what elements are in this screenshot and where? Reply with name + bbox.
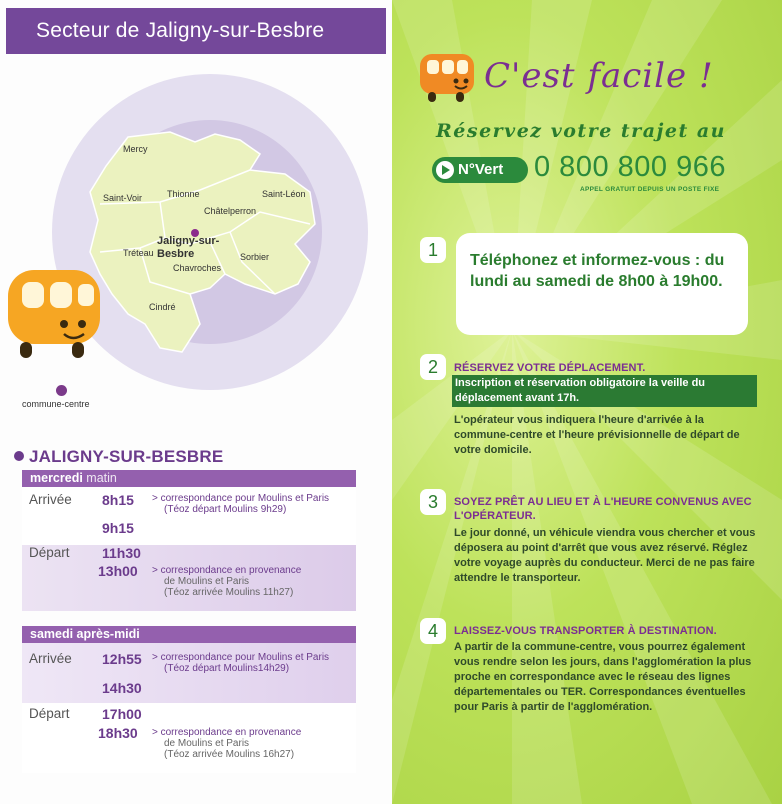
phone-subtitle: APPEL GRATUIT DEPUIS UN POSTE FIXE bbox=[580, 186, 720, 193]
step4-text: A partir de la commune-centre, vous pourrez également vous rendre selon les jours, dans l'agglomération la plus proche en correspondance avec le réseau des lignes départementales ou TER. Correspondances éventuelles pour Paris à partir de l'agglomération. bbox=[454, 641, 752, 713]
bullet-icon bbox=[14, 451, 24, 461]
reserve-line: Réservez votre trajet au bbox=[436, 120, 726, 142]
departure-block-saturday bbox=[22, 703, 356, 773]
row-time: 11h30 bbox=[102, 545, 141, 561]
row-note: > correspondance pour Moulins et Paris (Téoz départ Moulins14h29) bbox=[152, 652, 330, 674]
bus-icon bbox=[416, 50, 478, 104]
map-label-jaligny-2: Besbre bbox=[157, 248, 195, 260]
step-number-1: 1 bbox=[420, 237, 446, 263]
step2-title: RÉSERVEZ VOTRE DÉPLACEMENT. bbox=[454, 362, 646, 374]
map-label-chavroches: Chavroches bbox=[173, 263, 222, 273]
section-band-saturday bbox=[22, 626, 356, 643]
row-label: Départ bbox=[29, 706, 70, 721]
map-label-mercy: Mercy bbox=[123, 144, 148, 154]
step2-text: L'opérateur vous indiquera l'heure d'arrivée à la commune-centre et l'heure prévisionnelle de départ de votre domicile. bbox=[454, 414, 740, 456]
row-label: Départ bbox=[29, 545, 70, 560]
map-label-thionne: Thionne bbox=[167, 189, 200, 199]
sector-header: Secteur de Jaligny-sur-Besbre bbox=[6, 8, 386, 54]
band-period: matin bbox=[82, 471, 117, 485]
row-time: 13h00 bbox=[98, 563, 138, 579]
map-label-sorbier: Sorbier bbox=[240, 252, 270, 262]
map-label-chatelperron: Châtelperron bbox=[204, 206, 257, 216]
band-day: samedi après-midi bbox=[30, 627, 140, 641]
step-number-4: 4 bbox=[420, 618, 446, 644]
step3-title: SOYEZ PRÊT AU LIEU ET À L'HEURE CONVENUS AVEC L'OPÉRATEUR. bbox=[454, 496, 752, 522]
table-row bbox=[22, 520, 356, 540]
arrival-block-wednesday bbox=[22, 487, 356, 545]
table-row bbox=[22, 680, 356, 700]
departure-block-wednesday bbox=[22, 545, 356, 611]
map-label-treteau: Tréteau bbox=[123, 248, 154, 258]
row-time: 8h15 bbox=[102, 492, 134, 508]
map-label-saint-leon: Saint-Léon bbox=[262, 189, 306, 199]
band-day: mercredi bbox=[30, 471, 83, 485]
step1-text: Téléphonez et informez-vous : du lundi au samedi de 8h00 à 19h00. bbox=[470, 252, 725, 290]
row-note: > correspondance en provenance de Moulins et Paris (Téoz arrivée Moulins 11h27) bbox=[152, 565, 302, 598]
step3-text: Le jour donné, un véhicule viendra vous chercher et vous déposera au point d'arrêt que vous avez réservé. Réglez votre voyage auprès du conducteur. Merci de ne pas faire attendre le transporteur. bbox=[454, 527, 756, 584]
row-label: Arrivée bbox=[29, 492, 72, 507]
phone-number[interactable]: 0 800 800 966 bbox=[534, 151, 726, 183]
bus-illustration-left bbox=[0, 262, 110, 362]
town-title bbox=[14, 447, 223, 467]
row-time: 9h15 bbox=[102, 520, 134, 536]
section-band-wednesday bbox=[22, 470, 356, 487]
arrival-block-saturday bbox=[22, 643, 356, 703]
row-note: > correspondance en provenance de Moulins et Paris (Téoz arrivée Moulins 16h27) bbox=[152, 727, 302, 760]
commune-centre-legend-dot bbox=[56, 385, 67, 396]
row-note: > correspondance pour Moulins et Paris (Téoz départ Moulins 9h29) bbox=[152, 493, 330, 515]
facile-title: C'est facile ! bbox=[484, 56, 714, 96]
map-label-saint-voir: Saint-Voir bbox=[103, 193, 143, 203]
map-label-cindre: Cindré bbox=[149, 302, 176, 312]
table-row bbox=[22, 492, 356, 515]
numero-vert-badge bbox=[432, 157, 528, 183]
table-row bbox=[22, 651, 356, 674]
row-label: Arrivée bbox=[29, 651, 72, 666]
table-row bbox=[22, 545, 356, 565]
numero-vert-label: N°Vert bbox=[458, 161, 504, 178]
row-time: 17h00 bbox=[102, 706, 142, 722]
step-number-2: 2 bbox=[420, 354, 446, 380]
map-label-jaligny-1: Jaligny-sur- bbox=[157, 235, 220, 247]
play-icon bbox=[436, 161, 454, 179]
step4-title: LAISSEZ-VOUS TRANSPORTER À DESTINATION. bbox=[454, 625, 717, 637]
town-title-text: JALIGNY-SUR-BESBRE bbox=[29, 447, 224, 466]
info-panel bbox=[392, 0, 782, 804]
table-row bbox=[22, 706, 356, 726]
step2-highlight: Inscription et réservation obligatoire la veille du déplacement avant 17h. bbox=[452, 375, 757, 407]
row-time: 18h30 bbox=[98, 725, 138, 741]
table-row bbox=[22, 725, 356, 760]
legend-label: commune-centre bbox=[22, 399, 90, 409]
table-row bbox=[22, 563, 356, 598]
row-time: 12h55 bbox=[102, 651, 142, 667]
row-time: 14h30 bbox=[102, 680, 142, 696]
step-number-3: 3 bbox=[420, 489, 446, 515]
